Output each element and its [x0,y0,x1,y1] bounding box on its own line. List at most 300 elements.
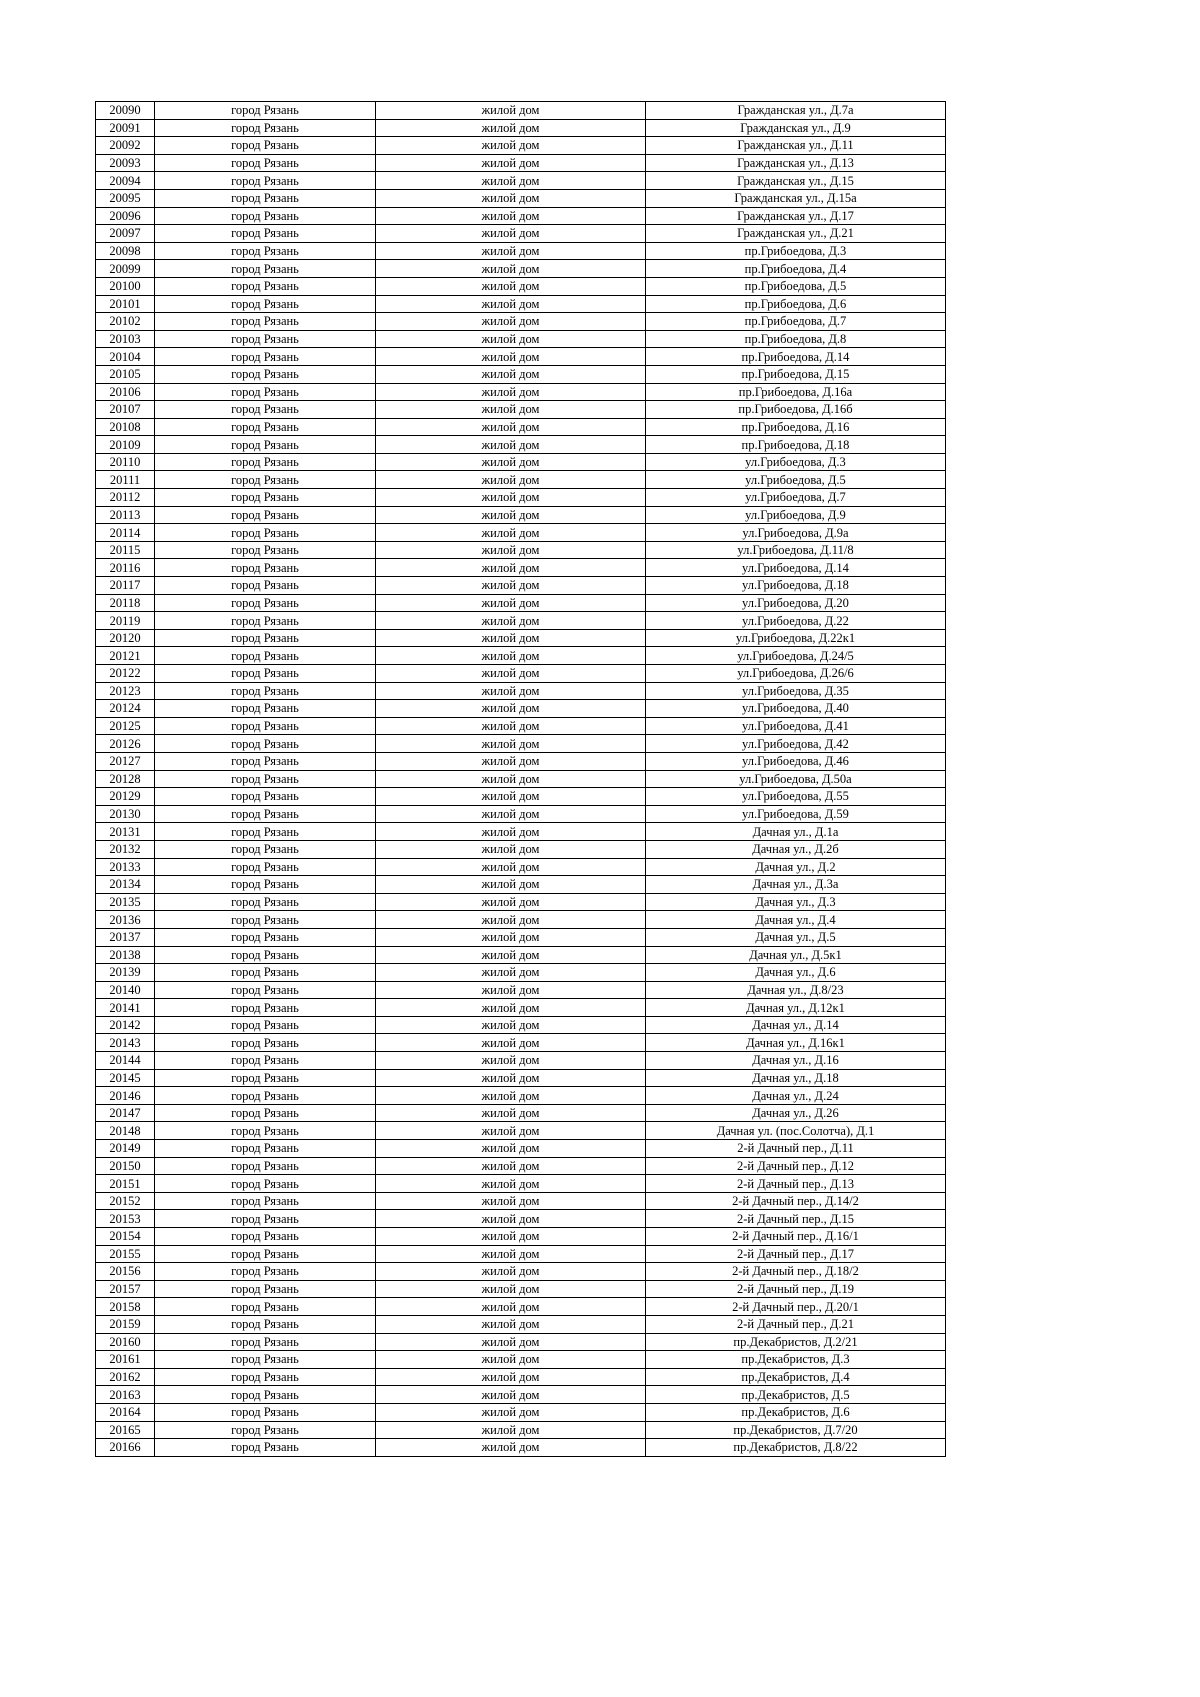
table-row [96,436,946,454]
table-row [96,893,946,911]
city-cell: город Рязань [155,137,376,155]
city-cell: город Рязань [155,1439,376,1457]
building-type-cell: жилой дом [376,1368,646,1386]
address-cell: пр.Декабристов, Д.7/20 [646,1421,946,1439]
building-type-cell: жилой дом [376,700,646,718]
address-cell: ул.Грибоедова, Д.9 [646,506,946,524]
record-number-cell: 20115 [96,541,155,559]
table-row [96,840,946,858]
record-number-cell: 20156 [96,1263,155,1281]
city-cell: город Рязань [155,1157,376,1175]
table-row [96,189,946,207]
address-cell: 2-й Дачный пер., Д.14/2 [646,1192,946,1210]
building-type-cell: жилой дом [376,559,646,577]
record-number-cell: 20161 [96,1351,155,1369]
building-type-cell: жилой дом [376,313,646,331]
record-number-cell: 20121 [96,647,155,665]
city-cell: город Рязань [155,401,376,419]
city-cell: город Рязань [155,893,376,911]
city-cell: город Рязань [155,928,376,946]
city-cell: город Рязань [155,665,376,683]
building-type-cell: жилой дом [376,752,646,770]
city-cell: город Рязань [155,1298,376,1316]
record-number-cell: 20122 [96,665,155,683]
address-cell: 2-й Дачный пер., Д.17 [646,1245,946,1263]
address-cell: пр.Грибоедова, Д.6 [646,295,946,313]
address-cell: ул.Грибоедова, Д.35 [646,682,946,700]
table-row [96,295,946,313]
record-number-cell: 20108 [96,418,155,436]
city-cell: город Рязань [155,647,376,665]
record-number-cell: 20147 [96,1104,155,1122]
city-cell: город Рязань [155,700,376,718]
address-cell: пр.Грибоедова, Д.7 [646,313,946,331]
address-cell: Дачная ул., Д.5к1 [646,946,946,964]
building-type-cell: жилой дом [376,805,646,823]
address-cell: пр.Грибоедова, Д.16а [646,383,946,401]
table-row [96,1439,946,1457]
building-type-cell: жилой дом [376,453,646,471]
address-cell: ул.Грибоедова, Д.55 [646,788,946,806]
table-row [96,1140,946,1158]
building-type-cell: жилой дом [376,1280,646,1298]
table-row [96,401,946,419]
building-type-cell: жилой дом [376,365,646,383]
building-type-cell: жилой дом [376,1192,646,1210]
city-cell: город Рязань [155,1245,376,1263]
address-cell: Дачная ул., Д.12к1 [646,999,946,1017]
building-type-cell: жилой дом [376,102,646,120]
building-type-cell: жилой дом [376,735,646,753]
city-cell: город Рязань [155,313,376,331]
table-row [96,788,946,806]
address-table-body [96,102,946,1457]
building-type-cell: жилой дом [376,964,646,982]
city-cell: город Рязань [155,524,376,542]
table-row [96,1386,946,1404]
table-row [96,506,946,524]
city-cell: город Рязань [155,207,376,225]
record-number-cell: 20097 [96,225,155,243]
building-type-cell: жилой дом [376,629,646,647]
table-row [96,365,946,383]
address-cell: Дачная ул., Д.3 [646,893,946,911]
record-number-cell: 20129 [96,788,155,806]
record-number-cell: 20134 [96,876,155,894]
table-row [96,1245,946,1263]
table-row [96,928,946,946]
city-cell: город Рязань [155,189,376,207]
city-cell: город Рязань [155,1104,376,1122]
address-cell: ул.Грибоедова, Д.46 [646,752,946,770]
building-type-cell: жилой дом [376,225,646,243]
city-cell: город Рязань [155,1016,376,1034]
address-cell: ул.Грибоедова, Д.14 [646,559,946,577]
record-number-cell: 20138 [96,946,155,964]
building-type-cell: жилой дом [376,277,646,295]
address-cell: пр.Декабристов, Д.2/21 [646,1333,946,1351]
city-cell: город Рязань [155,1421,376,1439]
address-cell: пр.Грибоедова, Д.5 [646,277,946,295]
address-cell: пр.Декабристов, Д.4 [646,1368,946,1386]
record-number-cell: 20103 [96,330,155,348]
address-cell: 2-й Дачный пер., Д.11 [646,1140,946,1158]
table-row [96,277,946,295]
building-type-cell: жилой дом [376,840,646,858]
table-row [96,999,946,1017]
table-row [96,1298,946,1316]
record-number-cell: 20123 [96,682,155,700]
address-cell: ул.Грибоедова, Д.41 [646,717,946,735]
building-type-cell: жилой дом [376,242,646,260]
table-row [96,1280,946,1298]
record-number-cell: 20132 [96,840,155,858]
building-type-cell: жилой дом [376,506,646,524]
table-row [96,594,946,612]
building-type-cell: жилой дом [376,788,646,806]
address-cell: Дачная ул., Д.24 [646,1087,946,1105]
building-type-cell: жилой дом [376,1298,646,1316]
table-row [96,154,946,172]
table-row [96,313,946,331]
city-cell: город Рязань [155,1052,376,1070]
address-cell: ул.Грибоедова, Д.22к1 [646,629,946,647]
address-cell: 2-й Дачный пер., Д.21 [646,1315,946,1333]
building-type-cell: жилой дом [376,154,646,172]
address-cell: ул.Грибоедова, Д.11/8 [646,541,946,559]
city-cell: город Рязань [155,489,376,507]
record-number-cell: 20155 [96,1245,155,1263]
building-type-cell: жилой дом [376,770,646,788]
building-type-cell: жилой дом [376,893,646,911]
city-cell: город Рязань [155,295,376,313]
address-table [95,101,946,1457]
building-type-cell: жилой дом [376,295,646,313]
record-number-cell: 20165 [96,1421,155,1439]
building-type-cell: жилой дом [376,524,646,542]
record-number-cell: 20125 [96,717,155,735]
table-row [96,717,946,735]
record-number-cell: 20127 [96,752,155,770]
table-row [96,981,946,999]
city-cell: город Рязань [155,946,376,964]
building-type-cell: жилой дом [376,1245,646,1263]
city-cell: город Рязань [155,629,376,647]
table-row [96,1104,946,1122]
city-cell: город Рязань [155,717,376,735]
record-number-cell: 20107 [96,401,155,419]
address-cell: Гражданская ул., Д.15а [646,189,946,207]
record-number-cell: 20137 [96,928,155,946]
address-cell: Дачная ул., Д.16 [646,1052,946,1070]
address-cell: 2-й Дачный пер., Д.18/2 [646,1263,946,1281]
address-cell: ул.Грибоедова, Д.40 [646,700,946,718]
building-type-cell: жилой дом [376,1386,646,1404]
city-cell: город Рязань [155,823,376,841]
city-cell: город Рязань [155,1228,376,1246]
building-type-cell: жилой дом [376,330,646,348]
building-type-cell: жилой дом [376,876,646,894]
building-type-cell: жилой дом [376,1016,646,1034]
record-number-cell: 20152 [96,1192,155,1210]
city-cell: город Рязань [155,1192,376,1210]
record-number-cell: 20145 [96,1069,155,1087]
address-cell: ул.Грибоедова, Д.50а [646,770,946,788]
city-cell: город Рязань [155,788,376,806]
city-cell: город Рязань [155,752,376,770]
address-cell: пр.Декабристов, Д.5 [646,1386,946,1404]
address-cell: Гражданская ул., Д.21 [646,225,946,243]
city-cell: город Рязань [155,1333,376,1351]
address-cell: Гражданская ул., Д.9 [646,119,946,137]
address-cell: пр.Декабристов, Д.6 [646,1403,946,1421]
record-number-cell: 20141 [96,999,155,1017]
record-number-cell: 20136 [96,911,155,929]
table-row [96,1122,946,1140]
table-row [96,1403,946,1421]
table-row [96,1069,946,1087]
building-type-cell: жилой дом [376,682,646,700]
city-cell: город Рязань [155,1351,376,1369]
address-cell: пр.Декабристов, Д.3 [646,1351,946,1369]
address-cell: Дачная ул. (пос.Солотча), Д.1 [646,1122,946,1140]
record-number-cell: 20158 [96,1298,155,1316]
record-number-cell: 20150 [96,1157,155,1175]
building-type-cell: жилой дом [376,911,646,929]
table-row [96,1052,946,1070]
table-row [96,647,946,665]
table-row [96,1087,946,1105]
city-cell: город Рязань [155,436,376,454]
table-row [96,1157,946,1175]
record-number-cell: 20099 [96,260,155,278]
city-cell: город Рязань [155,260,376,278]
city-cell: город Рязань [155,225,376,243]
building-type-cell: жилой дом [376,172,646,190]
address-cell: Гражданская ул., Д.15 [646,172,946,190]
table-row [96,1263,946,1281]
address-cell: Дачная ул., Д.16к1 [646,1034,946,1052]
building-type-cell: жилой дом [376,401,646,419]
address-cell: пр.Грибоедова, Д.3 [646,242,946,260]
address-cell: ул.Грибоедова, Д.3 [646,453,946,471]
record-number-cell: 20090 [96,102,155,120]
record-number-cell: 20102 [96,313,155,331]
address-cell: Дачная ул., Д.2 [646,858,946,876]
city-cell: город Рязань [155,735,376,753]
record-number-cell: 20142 [96,1016,155,1034]
table-row [96,1421,946,1439]
record-number-cell: 20124 [96,700,155,718]
building-type-cell: жилой дом [376,189,646,207]
building-type-cell: жилой дом [376,946,646,964]
table-row [96,383,946,401]
city-cell: город Рязань [155,119,376,137]
city-cell: город Рязань [155,805,376,823]
building-type-cell: жилой дом [376,489,646,507]
record-number-cell: 20106 [96,383,155,401]
record-number-cell: 20105 [96,365,155,383]
city-cell: город Рязань [155,330,376,348]
building-type-cell: жилой дом [376,577,646,595]
building-type-cell: жилой дом [376,1104,646,1122]
table-row [96,911,946,929]
table-row [96,823,946,841]
city-cell: город Рязань [155,1034,376,1052]
address-cell: ул.Грибоедова, Д.42 [646,735,946,753]
record-number-cell: 20116 [96,559,155,577]
record-number-cell: 20100 [96,277,155,295]
table-row [96,330,946,348]
building-type-cell: жилой дом [376,260,646,278]
city-cell: город Рязань [155,365,376,383]
city-cell: город Рязань [155,453,376,471]
table-row [96,524,946,542]
building-type-cell: жилой дом [376,1421,646,1439]
table-row [96,1175,946,1193]
city-cell: город Рязань [155,876,376,894]
record-number-cell: 20166 [96,1439,155,1457]
building-type-cell: жилой дом [376,1403,646,1421]
building-type-cell: жилой дом [376,119,646,137]
record-number-cell: 20153 [96,1210,155,1228]
building-type-cell: жилой дом [376,137,646,155]
address-cell: пр.Грибоедова, Д.4 [646,260,946,278]
address-cell: Дачная ул., Д.6 [646,964,946,982]
record-number-cell: 20131 [96,823,155,841]
address-cell: 2-й Дачный пер., Д.13 [646,1175,946,1193]
table-row [96,1034,946,1052]
city-cell: город Рязань [155,612,376,630]
record-number-cell: 20149 [96,1140,155,1158]
building-type-cell: жилой дом [376,1175,646,1193]
building-type-cell: жилой дом [376,1052,646,1070]
record-number-cell: 20162 [96,1368,155,1386]
table-row [96,207,946,225]
table-row [96,629,946,647]
table-row [96,348,946,366]
table-row [96,119,946,137]
building-type-cell: жилой дом [376,1351,646,1369]
address-cell: пр.Декабристов, Д.8/22 [646,1439,946,1457]
address-cell: 2-й Дачный пер., Д.20/1 [646,1298,946,1316]
record-number-cell: 20112 [96,489,155,507]
city-cell: город Рязань [155,506,376,524]
address-cell: ул.Грибоедова, Д.22 [646,612,946,630]
record-number-cell: 20140 [96,981,155,999]
building-type-cell: жилой дом [376,999,646,1017]
building-type-cell: жилой дом [376,541,646,559]
address-cell: Дачная ул., Д.8/23 [646,981,946,999]
record-number-cell: 20160 [96,1333,155,1351]
address-cell: Гражданская ул., Д.13 [646,154,946,172]
city-cell: город Рязань [155,154,376,172]
table-row [96,946,946,964]
table-row [96,805,946,823]
city-cell: город Рязань [155,770,376,788]
record-number-cell: 20143 [96,1034,155,1052]
building-type-cell: жилой дом [376,717,646,735]
city-cell: город Рязань [155,1368,376,1386]
city-cell: город Рязань [155,682,376,700]
city-cell: город Рязань [155,999,376,1017]
table-row [96,612,946,630]
table-row [96,752,946,770]
record-number-cell: 20094 [96,172,155,190]
building-type-cell: жилой дом [376,1140,646,1158]
record-number-cell: 20130 [96,805,155,823]
table-row [96,1368,946,1386]
record-number-cell: 20148 [96,1122,155,1140]
building-type-cell: жилой дом [376,436,646,454]
record-number-cell: 20139 [96,964,155,982]
building-type-cell: жилой дом [376,1069,646,1087]
building-type-cell: жилой дом [376,1087,646,1105]
table-row [96,1210,946,1228]
table-row [96,876,946,894]
building-type-cell: жилой дом [376,1263,646,1281]
building-type-cell: жилой дом [376,1333,646,1351]
table-row [96,541,946,559]
record-number-cell: 20117 [96,577,155,595]
record-number-cell: 20126 [96,735,155,753]
address-cell: Дачная ул., Д.18 [646,1069,946,1087]
address-cell: пр.Грибоедова, Д.15 [646,365,946,383]
record-number-cell: 20151 [96,1175,155,1193]
address-cell: ул.Грибоедова, Д.9а [646,524,946,542]
table-row [96,1333,946,1351]
building-type-cell: жилой дом [376,1122,646,1140]
table-row [96,665,946,683]
record-number-cell: 20128 [96,770,155,788]
city-cell: город Рязань [155,1403,376,1421]
table-row [96,735,946,753]
building-type-cell: жилой дом [376,1315,646,1333]
address-cell: Дачная ул., Д.5 [646,928,946,946]
record-number-cell: 20096 [96,207,155,225]
city-cell: город Рязань [155,348,376,366]
building-type-cell: жилой дом [376,1228,646,1246]
address-cell: пр.Грибоедова, Д.8 [646,330,946,348]
table-row [96,489,946,507]
record-number-cell: 20157 [96,1280,155,1298]
record-number-cell: 20098 [96,242,155,260]
building-type-cell: жилой дом [376,207,646,225]
record-number-cell: 20093 [96,154,155,172]
city-cell: город Рязань [155,1122,376,1140]
city-cell: город Рязань [155,577,376,595]
table-row [96,1351,946,1369]
table-row [96,102,946,120]
table-row [96,260,946,278]
address-cell: 2-й Дачный пер., Д.12 [646,1157,946,1175]
table-row [96,1192,946,1210]
record-number-cell: 20111 [96,471,155,489]
record-number-cell: 20104 [96,348,155,366]
address-cell: Гражданская ул., Д.17 [646,207,946,225]
record-number-cell: 20119 [96,612,155,630]
table-row [96,137,946,155]
table-row [96,682,946,700]
city-cell: город Рязань [155,418,376,436]
address-cell: Дачная ул., Д.1а [646,823,946,841]
table-row [96,577,946,595]
record-number-cell: 20154 [96,1228,155,1246]
city-cell: город Рязань [155,1386,376,1404]
address-cell: Гражданская ул., Д.11 [646,137,946,155]
address-cell: ул.Грибоедова, Д.26/6 [646,665,946,683]
record-number-cell: 20092 [96,137,155,155]
